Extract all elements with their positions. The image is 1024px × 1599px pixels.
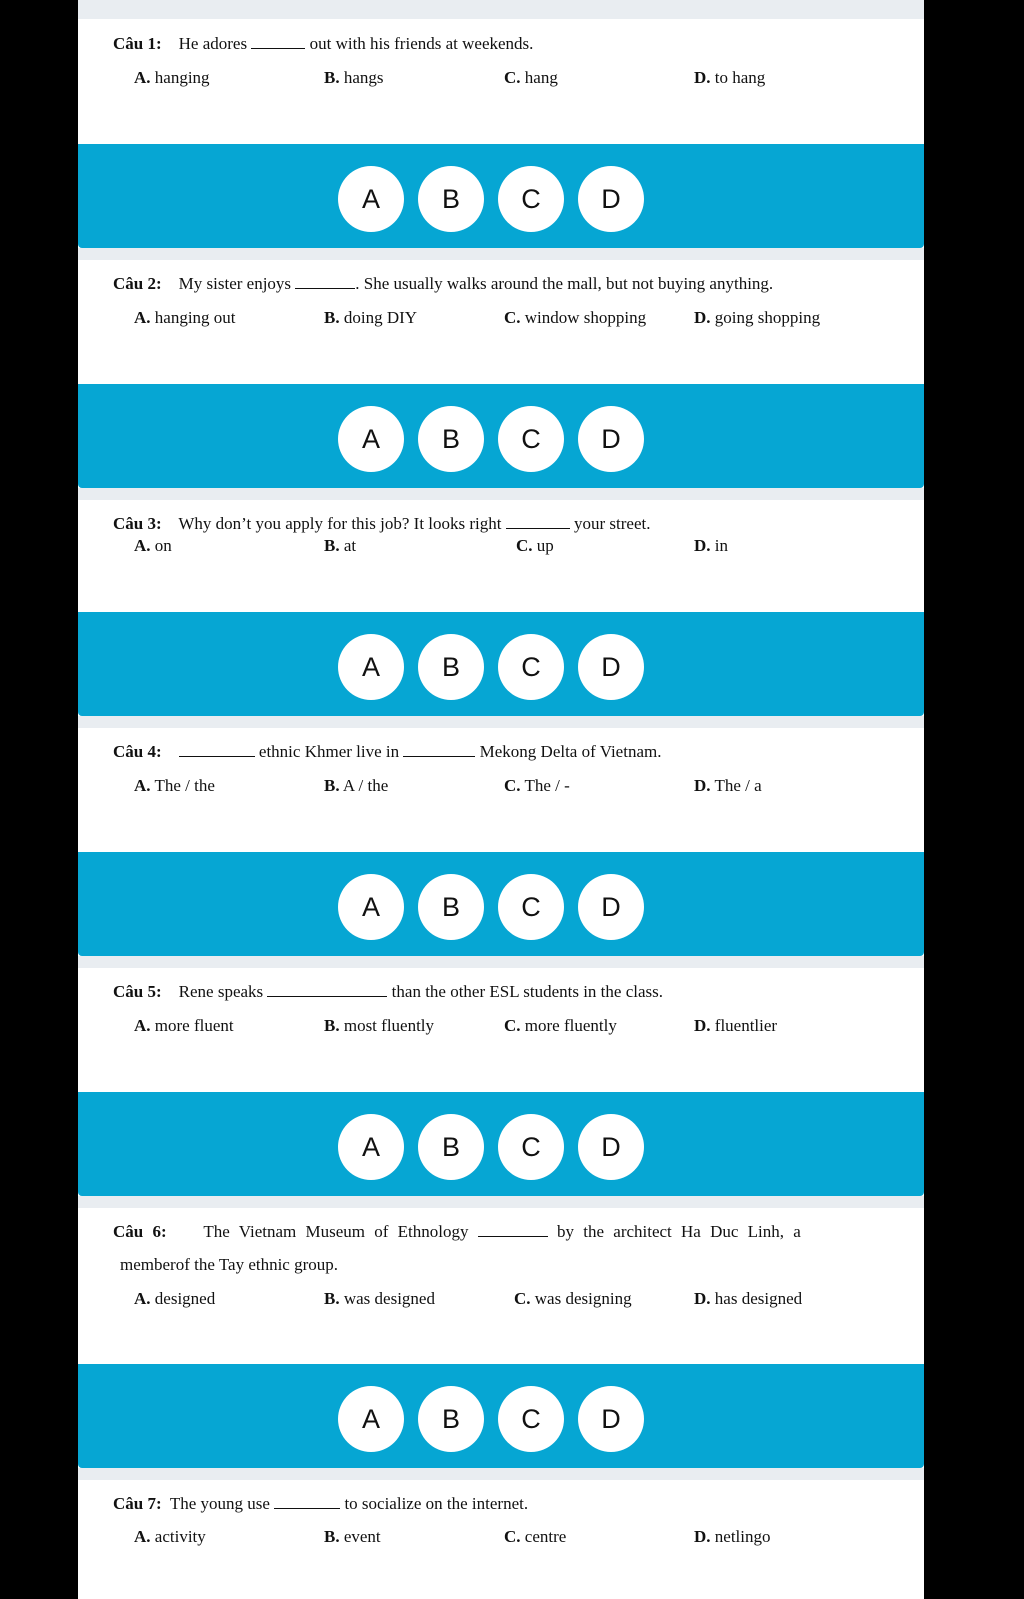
option-b: B. event xyxy=(324,1527,381,1546)
option-d: D. netlingo xyxy=(694,1527,771,1546)
question-part: The young use xyxy=(169,1494,270,1513)
question-text xyxy=(113,1222,801,1242)
question-part: Mekong Delta of Vietnam. xyxy=(479,742,662,761)
answer-d-button[interactable]: D xyxy=(578,634,644,700)
option-b: B. at xyxy=(324,536,357,555)
question-part: Why don’t you apply for this job? It looks right xyxy=(178,514,502,533)
answer-d-button[interactable]: D xyxy=(578,1386,644,1452)
answer-a-button[interactable]: A xyxy=(338,1114,404,1180)
answer-blank xyxy=(295,274,355,289)
question-part: My sister enjoys xyxy=(178,274,292,293)
option-a: A. activity xyxy=(134,1527,206,1546)
option-d: D. going shopping xyxy=(694,308,821,327)
answer-b-button[interactable]: B xyxy=(418,1114,484,1180)
answer-c-button[interactable]: C xyxy=(498,874,564,940)
option-c: C. hang xyxy=(504,68,558,87)
answer-c-button[interactable]: C xyxy=(498,634,564,700)
option-c: C. was designing xyxy=(514,1289,632,1308)
answer-blank xyxy=(478,1222,548,1237)
answer-d-button[interactable]: D xyxy=(578,406,644,472)
option-c: C. more fluently xyxy=(504,1016,617,1035)
option-a: A. hanging out xyxy=(134,308,236,327)
section-divider xyxy=(78,956,924,968)
answer-c-button[interactable]: C xyxy=(498,1386,564,1452)
option-b: B. hangs xyxy=(324,68,384,87)
question-number: Câu 3: xyxy=(113,514,162,533)
section-divider xyxy=(78,248,924,260)
question-text xyxy=(113,982,663,1002)
answer-bar-5 xyxy=(78,1092,924,1196)
answer-b-button[interactable]: B xyxy=(418,166,484,232)
question-text xyxy=(113,514,650,534)
question-number: Câu 2: xyxy=(113,274,162,293)
answer-c-button[interactable]: C xyxy=(498,1114,564,1180)
option-a: A. hanging xyxy=(134,68,210,87)
option-b: B. most fluently xyxy=(324,1016,435,1035)
question-part: ethnic Khmer live in xyxy=(258,742,400,761)
option-d: D. The / a xyxy=(694,776,762,795)
option-d: D. has designed xyxy=(694,1289,803,1308)
question-part: out with his friends at weekends. xyxy=(309,34,534,53)
option-b: B. was designed xyxy=(324,1289,435,1308)
answer-a-button[interactable]: A xyxy=(338,1386,404,1452)
answer-bar-1 xyxy=(78,144,924,248)
question-text xyxy=(113,1494,528,1514)
answer-blank xyxy=(179,742,255,757)
question-part: The Vietnam Museum of Ethnology xyxy=(203,1222,469,1241)
top-divider xyxy=(78,0,924,19)
option-a: A. The / the xyxy=(134,776,215,795)
option-d: D. fluentlier xyxy=(694,1016,778,1035)
answer-c-button[interactable]: C xyxy=(498,406,564,472)
option-b: B. doing DIY xyxy=(324,308,418,327)
question-part: Rene speaks xyxy=(178,982,264,1001)
option-b: B. A / the xyxy=(324,776,389,795)
option-d: D. to hang xyxy=(694,68,766,87)
answer-a-button[interactable]: A xyxy=(338,634,404,700)
answer-bar-2 xyxy=(78,384,924,488)
answer-b-button[interactable]: B xyxy=(418,874,484,940)
option-c: C. The / - xyxy=(504,776,570,795)
question-number: Câu 5: xyxy=(113,982,162,1001)
answer-bar-3 xyxy=(78,612,924,716)
answer-blank xyxy=(251,34,305,49)
answer-blank xyxy=(403,742,475,757)
question-text xyxy=(113,34,533,54)
section-divider xyxy=(78,1468,924,1480)
question-part: your street. xyxy=(573,514,651,533)
question-part: . She usually walks around the mall, but not buying anything. xyxy=(355,274,774,293)
answer-blank xyxy=(267,982,387,997)
option-a: A. designed xyxy=(134,1289,216,1308)
question-number: Câu 1: xyxy=(113,34,162,53)
question-part: by the architect Ha Duc Linh, a xyxy=(557,1222,801,1241)
question-text xyxy=(113,274,773,294)
answer-d-button[interactable]: D xyxy=(578,874,644,940)
answer-c-button[interactable]: C xyxy=(498,166,564,232)
section-divider xyxy=(78,488,924,500)
answer-blank xyxy=(274,1494,340,1509)
question-part: He adores xyxy=(178,34,248,53)
answer-b-button[interactable]: B xyxy=(418,406,484,472)
answer-b-button[interactable]: B xyxy=(418,634,484,700)
question-text xyxy=(113,742,661,762)
answer-a-button[interactable]: A xyxy=(338,406,404,472)
answer-b-button[interactable]: B xyxy=(418,1386,484,1452)
quiz-page xyxy=(78,0,924,1599)
answer-d-button[interactable]: D xyxy=(578,166,644,232)
answer-a-button[interactable]: A xyxy=(338,874,404,940)
option-a: A. more fluent xyxy=(134,1016,234,1035)
answer-blank xyxy=(506,514,570,529)
question-text-continued: memberof the Tay ethnic group. xyxy=(120,1255,339,1274)
section-divider xyxy=(78,716,924,728)
answer-d-button[interactable]: D xyxy=(578,1114,644,1180)
answer-a-button[interactable]: A xyxy=(338,166,404,232)
question-part: to socialize on the internet. xyxy=(344,1494,529,1513)
question-number: Câu 7: xyxy=(113,1494,162,1513)
question-number: Câu 4: xyxy=(113,742,162,761)
option-d: D. in xyxy=(694,536,729,555)
option-c: C. centre xyxy=(504,1527,567,1546)
section-divider xyxy=(78,1196,924,1208)
answer-bar-4 xyxy=(78,852,924,956)
option-c: C. up xyxy=(516,536,554,555)
question-number: Câu 6: xyxy=(113,1222,167,1241)
answer-bar-6 xyxy=(78,1364,924,1468)
option-a: A. on xyxy=(134,536,172,555)
question-part: than the other ESL students in the class. xyxy=(391,982,663,1001)
option-c: C. window shopping xyxy=(504,308,647,327)
